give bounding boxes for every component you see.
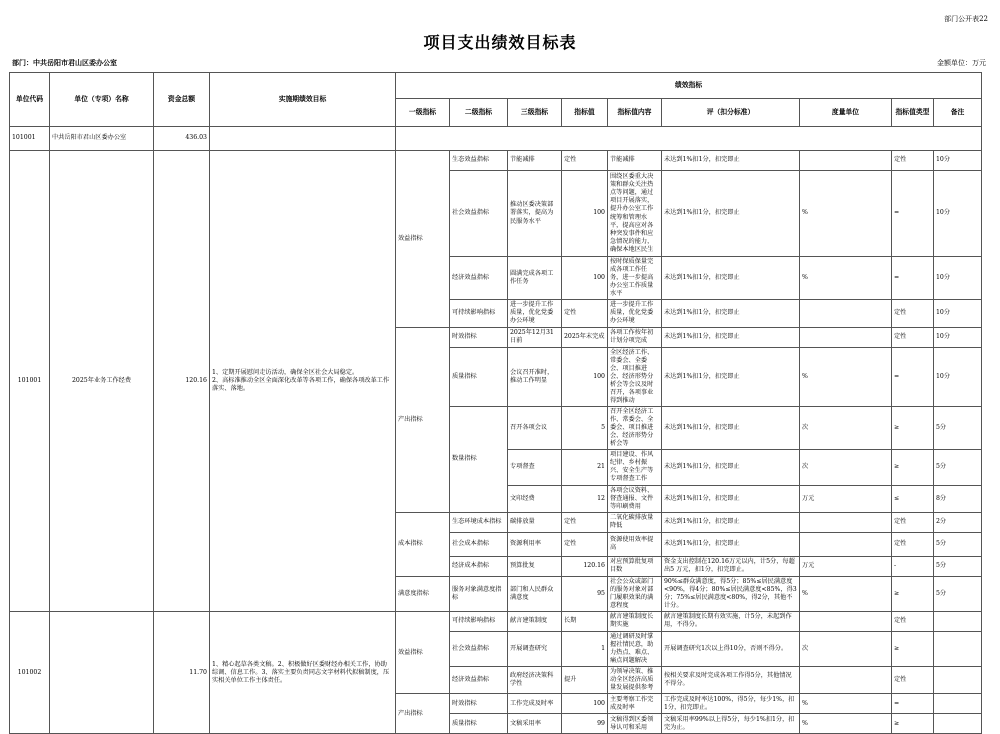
cell-score: 90%≤群众满意度，得5分；85%≤居民满意度<90%，得4分；80%≤居民满意度<85%，得3分；75%≤居民满意度<80%，得2分，其他不计分。: [662, 576, 800, 611]
cell-content: 节能减排: [608, 151, 662, 171]
page-title: 项目支出绩效目标表: [423, 33, 577, 52]
cell-level2: 社会成本指标: [450, 532, 508, 556]
cell-value: 100: [562, 694, 608, 714]
cell-type: ≥: [892, 714, 934, 734]
cell-value: 100: [562, 257, 608, 300]
project1-code: 101001: [10, 151, 50, 612]
cell-level3: 召开各项会议: [508, 406, 562, 449]
cell-level3: 推动区委决策部署落实，提高为民服务水平: [508, 171, 562, 257]
header-unit-code: 单位代码: [10, 73, 50, 127]
cell-value: 定性: [562, 532, 608, 556]
cell-value: 定性: [562, 512, 608, 532]
cell-note: 10分: [934, 257, 982, 300]
cell-level2: 经济效益指标: [450, 257, 508, 300]
cell-type: 定性: [892, 327, 934, 347]
cell-content: 献言建策制度长期实施: [608, 611, 662, 631]
cell-content: 二氧化碳排放量降低: [608, 512, 662, 532]
cell-content: 召开全区经济工作、常委会、全委会、项目推进会、经济形势分析会等: [608, 406, 662, 449]
cell-value: 99: [562, 714, 608, 734]
cell-score: 文稿采用率99%以上得5分，每少1%扣1分，扣完为止。: [662, 714, 800, 734]
cell-measure: %: [800, 694, 892, 714]
cell-type: 定性: [892, 151, 934, 171]
cell-content: 通过调研及时掌握社情民意，助力热点、难点、痛点问题解决: [608, 631, 662, 666]
cell-note: 5分: [934, 532, 982, 556]
cell-note: [934, 694, 982, 714]
cell-score: 未达到1%扣1分，扣完即止: [662, 485, 800, 512]
cell-value: 100: [562, 347, 608, 406]
cell-level3: 献言建策制度: [508, 611, 562, 631]
cell-note: 2分: [934, 512, 982, 532]
cell-value: 120.16: [562, 556, 608, 576]
project2-amount: 11.70: [154, 611, 210, 733]
cell-type: 定性: [892, 611, 934, 631]
header-type: 指标值类型: [892, 99, 934, 127]
cell-note: 5分: [934, 556, 982, 576]
cell-value: 提升: [562, 667, 608, 694]
summary-amount: 436.03: [154, 127, 210, 151]
group-benefit: 效益指标: [396, 151, 450, 328]
cell-note: 8分: [934, 485, 982, 512]
cell-measure: [800, 151, 892, 171]
cell-level2: 质量指标: [450, 714, 508, 734]
cell-measure: [800, 667, 892, 694]
cell-type: =: [892, 171, 934, 257]
table-row: [10, 611, 982, 631]
cell-type: =: [892, 347, 934, 406]
cell-measure: %: [800, 576, 892, 611]
cell-note: 10分: [934, 151, 982, 171]
cell-level2: 时效指标: [450, 327, 508, 347]
cell-content: 项目建设、作风纪律、乡村振兴、安全生产等专项督查工作: [608, 450, 662, 485]
cell-content: 社会公众或部门的服务对象对部门履职效果的满意程度: [608, 576, 662, 611]
cell-measure: %: [800, 257, 892, 300]
cell-note: [934, 714, 982, 734]
header-note: 备注: [934, 99, 982, 127]
cell-level3: 碳排放量: [508, 512, 562, 532]
cell-type: 定性: [892, 532, 934, 556]
cell-level3: 部门和人民群众满意度: [508, 576, 562, 611]
cell-level3: 会议召开准时，推动工作明显: [508, 347, 562, 406]
cell-level3: 进一步提升工作质量，优化党委办公环境: [508, 300, 562, 327]
cell-content: 对应预算批复项目数: [608, 556, 662, 576]
header-value: 指标值: [562, 99, 608, 127]
cell-level3: 政府经济决策科学性: [508, 667, 562, 694]
project1-name: 2025年业务工作经费: [50, 151, 154, 612]
cell-level2: 时效指标: [450, 694, 508, 714]
summary-indicators-empty: [396, 127, 982, 151]
cell-note: 10分: [934, 171, 982, 257]
cell-score: 未达到1%扣1分，扣完即止: [662, 532, 800, 556]
cell-content: 资源使用效率提高: [608, 532, 662, 556]
cell-level2: 经济效益指标: [450, 667, 508, 694]
header-total: 资金总额: [154, 73, 210, 127]
cell-score: 未达到1%扣1分，扣完即止: [662, 151, 800, 171]
cell-measure: [800, 300, 892, 327]
cell-level3: 资源利用率: [508, 532, 562, 556]
group-satisfaction: 满意度指标: [396, 576, 450, 611]
cell-measure: [800, 327, 892, 347]
cell-measure: %: [800, 714, 892, 734]
cell-measure: [800, 512, 892, 532]
cell-level3: 预算批复: [508, 556, 562, 576]
group-output: 产出指标: [396, 327, 450, 512]
cell-note: [934, 631, 982, 666]
cell-level3: 圆满完成各项工作任务: [508, 257, 562, 300]
cell-level2: 可持续影响指标: [450, 611, 508, 631]
cell-score: 未达到1%扣1分，扣完即止: [662, 171, 800, 257]
cell-score: 按相关要求及时完成各项工作得5分，其他情况不得分。: [662, 667, 800, 694]
cell-type: -: [892, 556, 934, 576]
header-unit-name: 单位（专项）名称: [50, 73, 154, 127]
cell-content: 各项工作按年初计划分项完成: [608, 327, 662, 347]
cell-measure: 次: [800, 631, 892, 666]
summary-code: 101001: [10, 127, 50, 151]
project2-name-empty: [50, 611, 154, 733]
header-indicators: 绩效指标: [396, 73, 982, 99]
cell-level3: 文稿采用率: [508, 714, 562, 734]
cell-score: 未达到1%扣1分，扣完即止: [662, 347, 800, 406]
cell-value: 定性: [562, 151, 608, 171]
cell-level2: 质量指标: [450, 347, 508, 406]
summary-name: 中共岳阳市君山区委办公室: [50, 127, 154, 151]
cell-level2: 社会效益指标: [450, 171, 508, 257]
cell-measure: %: [800, 171, 892, 257]
cell-type: =: [892, 694, 934, 714]
cell-score: 工作完成及时率达100%，得5分，每少1%，扣1分，扣完即止。: [662, 694, 800, 714]
header-level1: 一级指标: [396, 99, 450, 127]
cell-note: 5分: [934, 576, 982, 611]
cell-note: 10分: [934, 300, 982, 327]
subgroup-quantity: 数量指标: [450, 406, 508, 512]
cell-measure: 次: [800, 450, 892, 485]
project2-code: 101002: [10, 611, 50, 733]
header-measure: 度量单位: [800, 99, 892, 127]
project2-goal: 1、精心起草各类文稿。2、积极做好区委财经办相关工作，协助综调、信息工作。3、落实主要负责同志文字材料代拟稿制度，压实相关单位工作主体责任。: [210, 611, 396, 733]
cell-measure: [800, 611, 892, 631]
cell-note: 5分: [934, 450, 982, 485]
cell-value: 12: [562, 485, 608, 512]
cell-type: ≥: [892, 450, 934, 485]
cell-score: 未达到1%扣1分，扣完即止: [662, 450, 800, 485]
cell-type: 定性: [892, 667, 934, 694]
header-score: 评（扣分标准）: [662, 99, 800, 127]
department-label: 部门：中共岳阳市君山区委办公室: [12, 58, 117, 67]
cell-measure: %: [800, 347, 892, 406]
cell-level2: 生态环境成本指标: [450, 512, 508, 532]
cell-value: 5: [562, 406, 608, 449]
cell-content: 全区经济工作、常委会、全委会、项目推进会、经济形势分析会等会议及时召开，各项事业得到推动: [608, 347, 662, 406]
cell-measure: 万元: [800, 485, 892, 512]
cell-value: 21: [562, 450, 608, 485]
header-level2: 二级指标: [450, 99, 508, 127]
cell-note: [934, 667, 982, 694]
performance-table: [9, 72, 982, 734]
project1-goal: 1、定期开展慰问走访活动，确保全区社会大局稳定。 2、高标准推动全区全面深化改革等各项工作，确保各项改革工作落实、落地。: [210, 151, 396, 612]
cell-note: 10分: [934, 327, 982, 347]
cell-score: 未达到1%扣1分，扣完即止: [662, 300, 800, 327]
cell-type: ≥: [892, 406, 934, 449]
cell-type: 定性: [892, 512, 934, 532]
cell-level2: 服务对象满意度指标: [450, 576, 508, 611]
cell-type: =: [892, 257, 934, 300]
cell-type: ≥: [892, 576, 934, 611]
cell-level2: 可持续影响指标: [450, 300, 508, 327]
header-content: 指标值内容: [608, 99, 662, 127]
cell-level3: 工作完成及时率: [508, 694, 562, 714]
cell-note: 10分: [934, 347, 982, 406]
cell-measure: [800, 532, 892, 556]
summary-goal-empty: [210, 127, 396, 151]
cell-score: 献言建策制度长期有效实施，计5分，未起到作用，不得分。: [662, 611, 800, 631]
form-code: 部门公开表22: [944, 15, 988, 23]
amount-unit-label: 金额单位：万元: [937, 59, 986, 67]
cell-content: 各项会议资料、督查通报、文件等印刷费用: [608, 485, 662, 512]
cell-score: 开展调查研究1次以上得10分，否则不得分。: [662, 631, 800, 666]
project1-amount: 120.16: [154, 151, 210, 612]
cell-type: 定性: [892, 300, 934, 327]
cell-content: 围绕区委重大决策和群众关注热点等问题，通过项目开展落实，提升办公室工作统筹和管理水平，提高应对各种突发事件和应急情况的能力，确保本地区民生: [608, 171, 662, 257]
cell-score: 未达到1%扣1分，扣完即止: [662, 406, 800, 449]
cell-level3: 2025年12月31日前: [508, 327, 562, 347]
cell-type: ≤: [892, 485, 934, 512]
cell-score: 资金支出控制在120.16万元以内，计5分，每超出5 万元，扣1分，扣完即止。: [662, 556, 800, 576]
header-level3: 三级指标: [508, 99, 562, 127]
cell-level2: 经济成本指标: [450, 556, 508, 576]
cell-value: 长期: [562, 611, 608, 631]
cell-value: 100: [562, 171, 608, 257]
cell-note: 5分: [934, 406, 982, 449]
group-output2: 产出指标: [396, 694, 450, 734]
cell-content: 为领导决策、推动全区经济高质量发展提供参考: [608, 667, 662, 694]
cell-value: 2025年末完成: [562, 327, 608, 347]
cell-note: [934, 611, 982, 631]
cell-measure: 万元: [800, 556, 892, 576]
group-cost: 成本指标: [396, 512, 450, 576]
cell-level3: 节能减排: [508, 151, 562, 171]
cell-measure: 次: [800, 406, 892, 449]
cell-type: ≥: [892, 631, 934, 666]
cell-level3: 文印经费: [508, 485, 562, 512]
cell-value: 1: [562, 631, 608, 666]
group-benefit2: 效益指标: [396, 611, 450, 693]
cell-score: 未达到1%扣1分，扣完即止: [662, 327, 800, 347]
cell-level2: 生态效益指标: [450, 151, 508, 171]
cell-value: 定性: [562, 300, 608, 327]
cell-content: 进一步提升工作质量，优化党委办公环境: [608, 300, 662, 327]
table-row: [10, 151, 982, 171]
cell-content: 按时保质保量完成各项工作任务，进一步提高办公室工作质量水平: [608, 257, 662, 300]
cell-content: 文稿得到区委领导认可和采用: [608, 714, 662, 734]
cell-level2: 社会效益指标: [450, 631, 508, 666]
cell-score: 未达到1%扣1分，扣完即止: [662, 257, 800, 300]
cell-value: 95: [562, 576, 608, 611]
cell-content: 主要考察工作完成及时率: [608, 694, 662, 714]
header-goal: 实施期绩效目标: [210, 73, 396, 127]
cell-level3: 开展调查研究: [508, 631, 562, 666]
cell-level3: 专项督查: [508, 450, 562, 485]
cell-score: 未达到1%扣1分，扣完即止: [662, 512, 800, 532]
